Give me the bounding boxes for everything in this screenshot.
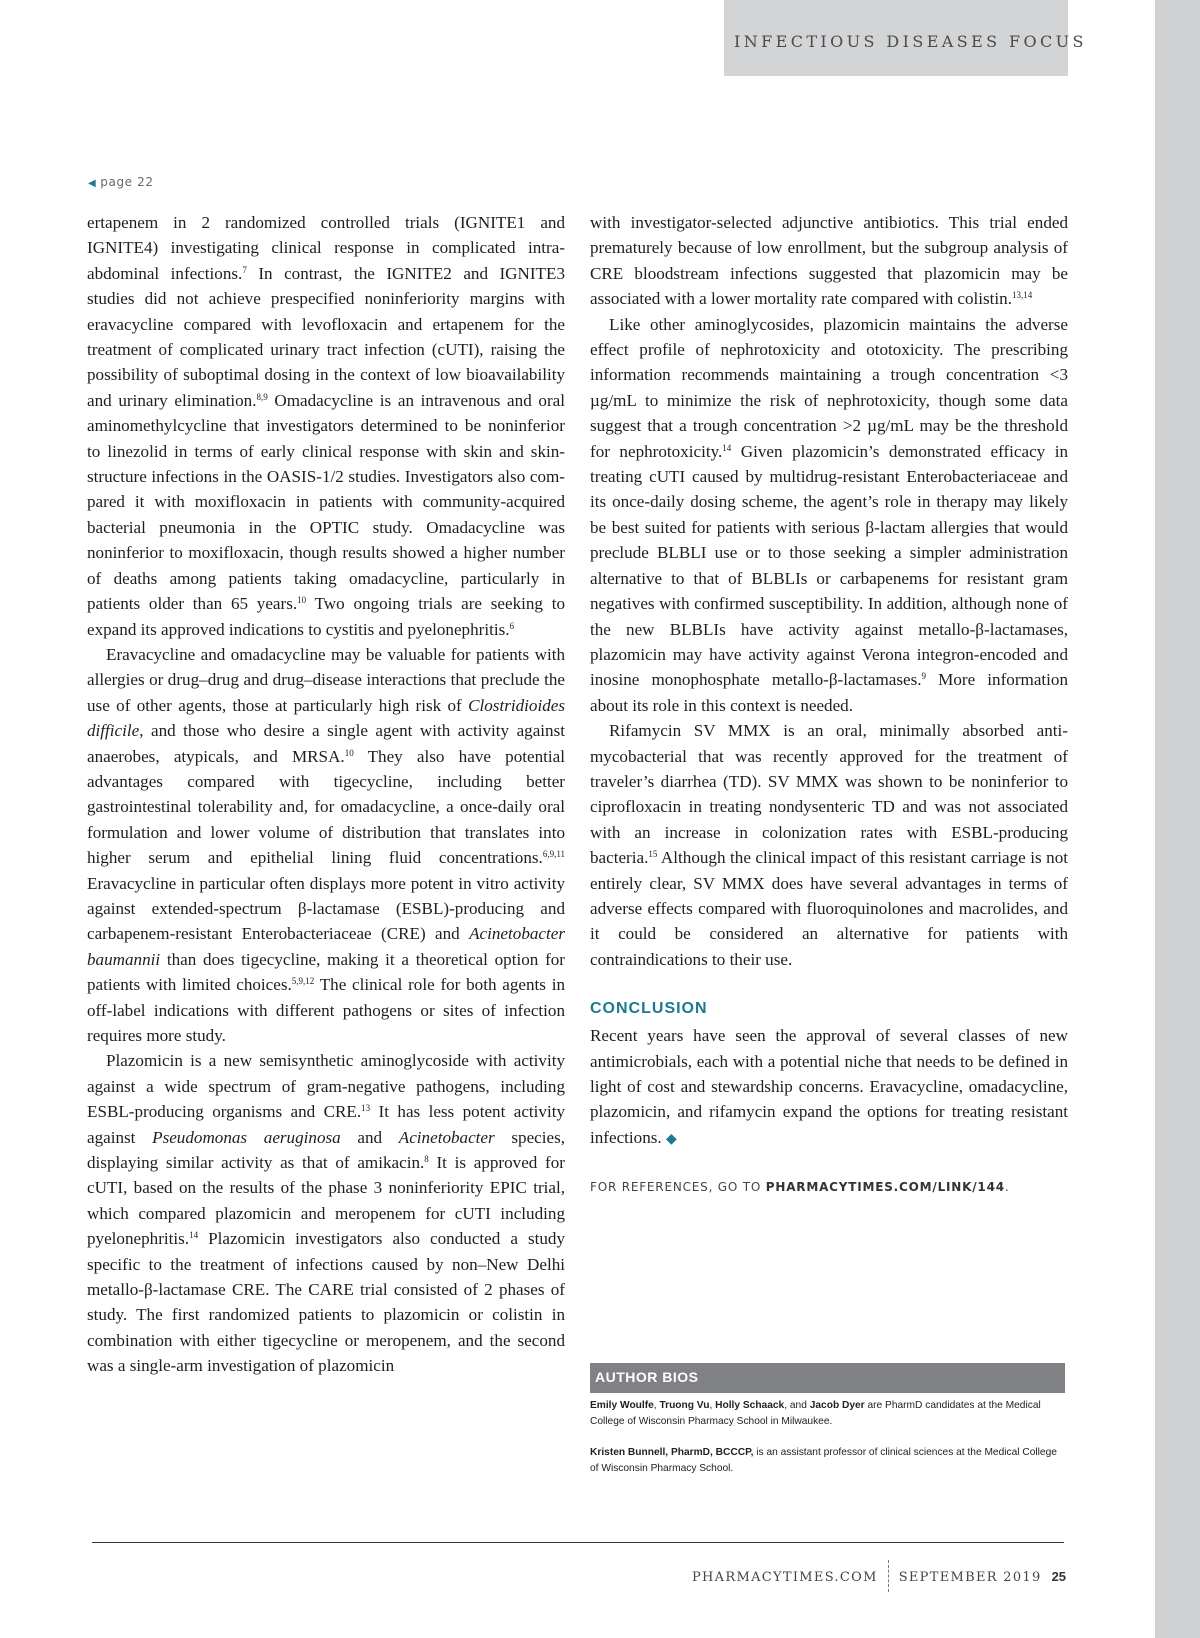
paragraph: Like other aminoglycosides, plazomicin maintains the adverse effect profile of nephrotoxicity and ototoxicity. The prescribing information recommends maintaining a trough concentration <3 µg/mL to minimize the risk of nephrotoxicity, though some data suggest that a trough concentration >2 µg/mL may be the threshold for nephrotoxicity.$^{14}$ Given plazomicin’s demonstrated efficacy in treating cUTI caused by multidrug-resistant Enterobacteriaceae and its once-daily dosing scheme, the agent’s role in therapy may likely be best suited for patients with serious β-lactam allergies that would preclude BLBLI use or to those seeking a simpler administration alternative to that of BLBLIs or carbapenems for resistant gram negatives with confirmed susceptibility. In addition, although none of the new BLBLIs have activity against metallo-β-lactamases, plazomicin may have activity against Verona integron-encoded and inosine monophosphate metallo-β-lactamases.$^9$ More information about its role in this context is needed.	[590, 314, 1069, 715]
conclusion-heading: CONCLUSION	[590, 1000, 708, 1018]
left-column	[87, 210, 565, 1379]
paragraph: Rifamycin SV MMX is an oral, minimally absorbed antimycobacterial that was recently approved for the treatment of traveler’s diarrhea (TD). SV MMX was shown to be noninferior to ciprofloxacin in treating nondysenteric TD and was not associated with an increase in colonization rates with ESBL-producing bacteria.$^{15}$ Although the clinical impact of this resistant carriage is not entirely clear, SV MMX does have several advantages in terms of adverse effects compared with fluoroquinolones and macrolides, and it could be considered an alternative for patients with contraindications to their use.	[590, 721, 1068, 969]
paragraph: Eravacycline and omadacycline may be valuable for patients with allergies or drug–drug and drug–disease interactions that preclude the use of other agents, those at particularly high risk of Clostridioides difficile, and those who desire a single agent with activity against anaerobes, atypicals, and MRSA.$^{10}$ They also have potential advantages compared with tigecycline, including better gastrointestinal tolerability and, for omadacycline, a once-daily oral formulation and lower volume of distribution that translates into higher serum and epithelial lining fluid concentrations.$^{6,9,11}$ Eravacycline in particular often displays more potent in vitro activity against extended-spectrum β-lactamase (ESBL)-producing and carbapenem-resistant Enterobacteriaceae (CRE) and Acinetobacter baumannii than does tigecycline, making it a theoretical option for patients with limited choices.$^{5,9,12}$ The clinical role for both agents in off-label indications with different pathogens or sites of infection requires more study.	[87, 644, 565, 1045]
citation: 9	[921, 671, 927, 682]
page-edge-strip	[1155, 0, 1200, 1638]
footer-divider	[92, 1542, 1064, 1543]
citation: 14	[189, 1230, 199, 1241]
references-note: FOR REFERENCES, GO TO PHARMACYTIMES.COM/LINK/144.	[590, 1180, 1010, 1195]
citation: 6	[509, 620, 515, 631]
citation: 8,9	[256, 391, 268, 402]
citation: 6,9,11	[542, 849, 565, 860]
page-number: 25	[1051, 1569, 1067, 1584]
author-bio: Kristen Bunnell, PharmD, BCCCP, is an assistant professor of clinical sciences at the Medical College of Wisconsin Pharmacy School.	[590, 1447, 1057, 1474]
continued-page-label: page 22	[100, 175, 154, 189]
footer-issue: SEPTEMBER 2019	[898, 1570, 1042, 1585]
section-title: INFECTIOUS DISEASES FOCUS	[734, 32, 1087, 51]
citation: 13	[361, 1103, 371, 1114]
citation: 5,9,12	[291, 976, 315, 987]
citation: 8	[424, 1154, 429, 1165]
citation: 15	[648, 849, 658, 860]
footer	[692, 1560, 1066, 1592]
section-header-tab	[724, 0, 1087, 76]
author-bios-heading: AUTHOR BIOS	[590, 1363, 1065, 1393]
citation: 7	[242, 264, 247, 275]
paragraph: with investigator-selected adjunctive antibiotics. This trial ended prematurely because of low enrollment, but the subgroup analysis of CRE bloodstream infections suggested that plazomicin may be associated with a lower mortality rate compared with colistin.$^{13,14}$	[590, 213, 1068, 309]
right-column	[590, 210, 1068, 1196]
citation: 14	[722, 442, 732, 453]
references-link[interactable]: PHARMACYTIMES.COM/LINK/144	[765, 1180, 1005, 1195]
footer-separator	[888, 1560, 889, 1592]
continued-from[interactable]	[88, 175, 154, 189]
citation: 10	[344, 747, 354, 758]
citation: 13,14	[1012, 290, 1033, 301]
conclusion-paragraph: Recent years have seen the approval of several classes of new antimicrobials, each with a potential niche that needs to be defined in light of cost and stewardship concerns. Eravacycline, omadacycline, plazomicin, and rifamycin expand the options for treating resistant infections. ◆	[590, 1026, 1068, 1147]
author-bio: Emily Woulfe, Truong Vu, Holly Schaack, and Jacob Dyer are PharmD candidates at the Medical College of Wisconsin Pharmacy School in Milwaukee.	[590, 1400, 1041, 1427]
citation: 10	[297, 595, 307, 606]
paragraph: ertapenem in 2 randomized controlled trials (IGNITE1 and IGNITE4) investigating clinical response in complicated intra-abdominal infections.$^7$ In contrast, the IGNITE2 and IGNITE3 studies did not achieve prespecified noninferiority margins with eravacycline compared with levofloxacin and ertapenem for the treatment of complicated urinary tract infection (cUTI), raising the possibility of suboptimal dosing in the context of low bioavailability and urinary elimination.$^{8,9}$ Omadacycline is an intravenous and oral aminomethylcycline that investigators determined to be noninferior to linezolid in terms of early clinical response with skin and skin-structure infections in the OASIS-1/2 studies. Investigators also compared it with moxifloxacin in patients with community-acquired bacterial pneumonia in the OPTIC study. Omadacycline was noninferior to moxifloxacin, though results showed a higher number of deaths among patients taking omadacycline, particularly in patients older than 65 years.$^{10}$ Two ongoing trials are seeking to expand its approved indications to cystitis and pyelonephritis.$^6$	[87, 213, 565, 639]
triangle-left-icon: ◀	[88, 178, 97, 189]
paragraph: Plazomicin is a new semisynthetic aminoglycoside with activity against a wide spectrum of gram-negative pathogens, including ESBL-producing organisms and CRE.$^{13}$ It has less potent activity against Pseudomonas aeruginosa and Acinetobacter species, displaying similar activity as that of amikacin.$^8$ It is approved for cUTI, based on the results of the phase 3 noninferiority EPIC trial, which compared plazomicin and meropenem for cUTI including pyelonephritis.$^{14}$ Plazomicin investigators also conducted a study specific to the treatment of infections caused by non–New Delhi metallo-β-lactamase CRE. The CARE trial consisted of 2 phases of study. The first randomized patients to plazomicin or colistin in combination with either tigecycline or meropenem, and the second was a single-arm investigation of plazomicin	[87, 1051, 565, 1376]
diamond-icon: ◆	[665, 1131, 677, 1147]
footer-site[interactable]: PHARMACYTIMES.COM	[692, 1570, 878, 1585]
